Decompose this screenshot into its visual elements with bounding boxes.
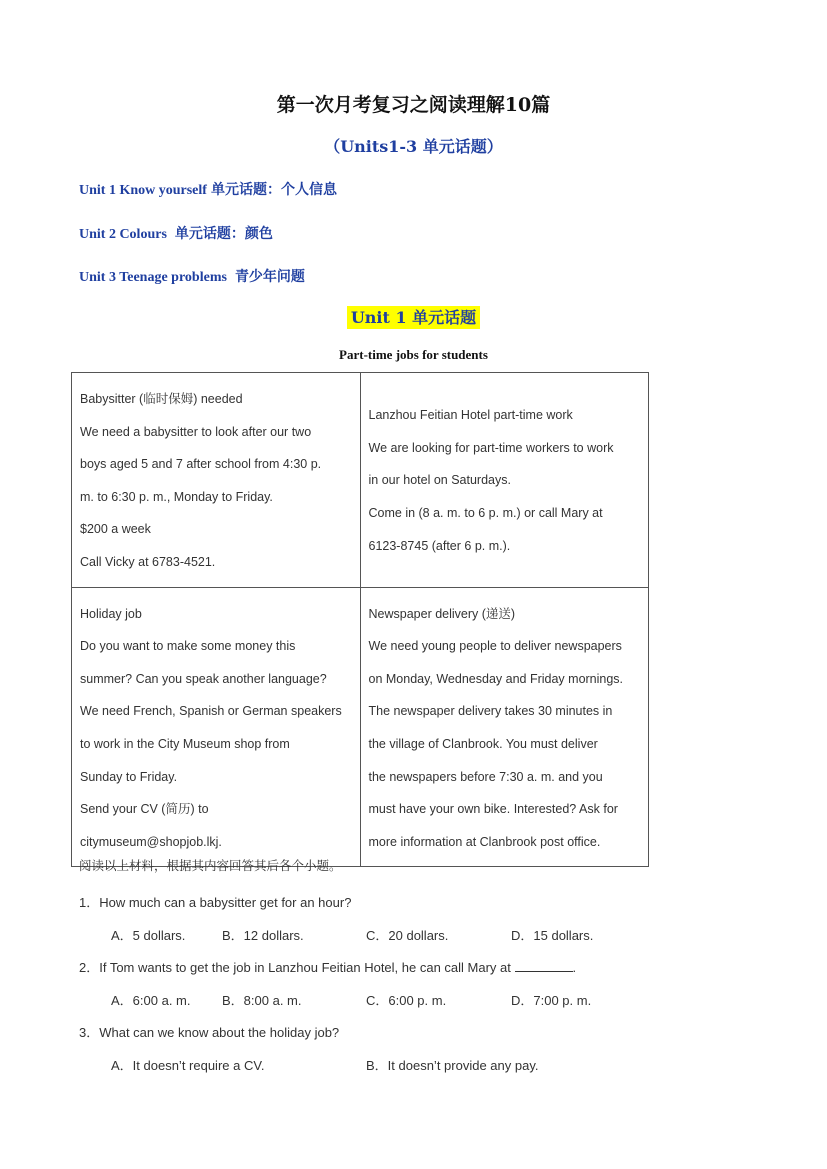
unit-topic: 青少年问题 (234, 269, 305, 285)
ad-line: on Monday, Wednesday and Friday mornings. (368, 671, 624, 686)
question-2: 2．If Tom wants to get the job in Lanzhou Feitian Hotel, he can call Mary at . (79, 960, 577, 975)
option-2a[interactable]: A．6:00 a. m. (111, 993, 191, 1008)
ad-cell-holiday-job (72, 587, 361, 867)
ad-line: We need young people to deliver newspapers (368, 639, 622, 654)
table-title: Part-time jobs for students (339, 347, 488, 362)
unit-topic: 单元话题：个人信息 (210, 182, 337, 198)
unit-line-3 (79, 266, 305, 286)
ad-line: m. to 6:30 p. m., Monday to Friday. (80, 489, 273, 504)
ad-line: in our hotel on Saturdays. (368, 473, 511, 488)
unit-topic: 单元话题：颜色 (174, 226, 273, 242)
ad-line: The newspaper delivery takes 30 minutes in (368, 704, 613, 719)
ad-cell-babysitter (72, 373, 361, 588)
ad-cell-hotel (360, 373, 649, 588)
question-3: 3．What can we know about the holiday job? (79, 1025, 340, 1040)
option-1d[interactable]: D．15 dollars. (511, 928, 594, 943)
ad-cell-newspaper (360, 587, 649, 867)
ad-line: Come in (8 a. m. to 6 p. m.) or call Mary at (368, 506, 603, 521)
ad-line: Send your CV (简历) to (80, 802, 209, 817)
unit-line-2 (79, 223, 273, 243)
ad-line: We need a babysitter to look after our two (80, 424, 312, 439)
question-1: 1．How much can a babysitter get for an hour? (79, 895, 352, 910)
ad-line: Newspaper delivery (递送) (368, 606, 516, 621)
ad-line: citymuseum@shopjob.lkj. (80, 834, 222, 849)
unit-name: Unit 2 Colours (79, 227, 167, 242)
option-2d[interactable]: D．7:00 p. m. (511, 993, 592, 1008)
option-3a[interactable]: A．It doesn’t require a CV. (111, 1058, 265, 1073)
ad-line: Babysitter (临时保姆) needed (80, 392, 243, 406)
ad-line: more information at Clanbrook post office. (368, 834, 601, 849)
ad-line: must have your own bike. Interested? Ask for (368, 802, 618, 817)
question-2-text: 2．If Tom wants to get the job in Lanzhou Feitian Hotel, he can call Mary at (79, 960, 511, 975)
ad-line: to work in the City Museum shop from (80, 736, 290, 751)
option-1b[interactable]: B．12 dollars. (222, 928, 304, 943)
ad-line: the newspapers before 7:30 a. m. and you (368, 769, 603, 784)
table-row (72, 587, 649, 867)
option-1a[interactable]: A．5 dollars. (111, 928, 186, 943)
ad-line: Holiday job (80, 606, 142, 621)
ad-line: Lanzhou Feitian Hotel part-time work (368, 408, 573, 423)
ad-line: Do you want to make some money this (80, 639, 296, 654)
answer-blank (515, 961, 573, 972)
unit-name: Unit 1 Know yourself (79, 183, 207, 198)
ad-line: We are looking for part-time workers to work (368, 440, 614, 455)
page-subtitle: （Units1-3 单元话题） (324, 137, 503, 156)
ad-line: 6123-8745 (after 6 p. m.). (368, 538, 511, 553)
ad-line: the village of Clanbrook. You must deliver (368, 736, 598, 751)
unit-name: Unit 3 Teenage problems (79, 270, 227, 285)
ad-line: Call Vicky at 6783-4521. (80, 554, 216, 569)
section-heading-text: Unit 1 单元话题 (347, 306, 480, 329)
ads-table (71, 372, 649, 867)
ad-line: Sunday to Friday. (80, 769, 178, 784)
unit-line-1 (79, 179, 337, 199)
table-row (72, 373, 649, 588)
option-3b[interactable]: B．It doesn’t provide any pay. (366, 1058, 539, 1073)
ad-line: boys aged 5 and 7 after school from 4:30 p. (80, 457, 322, 472)
page-title: 第一次月考复习之阅读理解10篇 (276, 94, 551, 116)
instruction-text: 阅读以上材料，根据其内容回答其后各个小题。 (79, 858, 342, 873)
option-2b[interactable]: B．8:00 a. m. (222, 993, 302, 1008)
option-2c[interactable]: C．6:00 p. m. (366, 993, 447, 1008)
ad-line: summer? Can you speak another language? (80, 671, 327, 686)
ad-line: We need French, Spanish or German speakers (80, 704, 342, 719)
option-1c[interactable]: C．20 dollars. (366, 928, 449, 943)
ad-line: $200 a week (80, 522, 151, 537)
section-heading (0, 305, 827, 328)
